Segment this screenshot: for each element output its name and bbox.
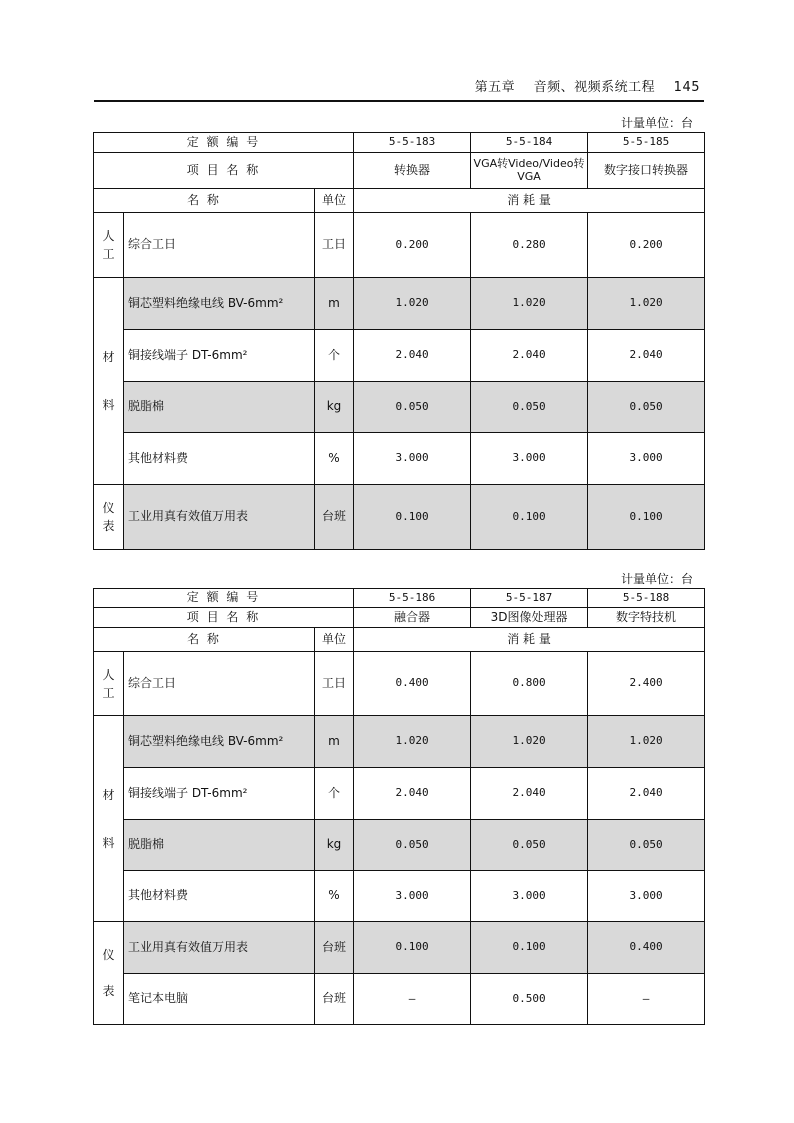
resource-name: 脱脂棉 <box>124 820 315 871</box>
value-cell: 0.050 <box>588 820 705 871</box>
value-cell: 0.100 <box>471 485 588 550</box>
resource-name: 工业用真有效值万用表 <box>124 922 315 974</box>
quota-label: 定 额 编 号 <box>94 133 354 153</box>
value-cell: 3.000 <box>354 433 471 485</box>
resource-unit: 台班 <box>315 485 354 550</box>
category-label: 材 料 <box>94 278 124 485</box>
value-cell: 0.100 <box>354 922 471 974</box>
resource-unit: 个 <box>315 768 354 820</box>
item-name: 3D图像处理器 <box>471 608 588 628</box>
value-cell: 2.400 <box>588 652 705 716</box>
value-cell: 1.020 <box>588 278 705 330</box>
name-label: 名 称 <box>94 628 315 652</box>
category-label: 仪 表 <box>94 922 124 1025</box>
value-cell: 2.040 <box>471 330 588 382</box>
resource-name: 其他材料费 <box>124 871 315 922</box>
value-cell: 1.020 <box>354 716 471 768</box>
page-number: 145 <box>673 80 700 95</box>
resource-unit: 台班 <box>315 974 354 1025</box>
quota-code: 5-5-186 <box>354 589 471 608</box>
value-cell: 0.050 <box>354 820 471 871</box>
value-cell: 1.020 <box>354 278 471 330</box>
consume-label: 消 耗 量 <box>354 628 705 652</box>
value-cell: 3.000 <box>471 433 588 485</box>
resource-unit: 台班 <box>315 922 354 974</box>
category-label: 人 工 <box>94 652 124 716</box>
item-name: 数字接口转换器 <box>588 153 705 189</box>
item-label: 项 目 名 称 <box>94 608 354 628</box>
value-cell: 2.040 <box>354 768 471 820</box>
value-cell: 2.040 <box>588 768 705 820</box>
value-cell: 0.100 <box>471 922 588 974</box>
value-cell: 0.500 <box>471 974 588 1025</box>
resource-unit: m <box>315 716 354 768</box>
value-cell: 0.200 <box>354 213 471 278</box>
value-cell: 0.100 <box>588 485 705 550</box>
resource-unit: kg <box>315 820 354 871</box>
resource-name: 综合工日 <box>124 652 315 716</box>
resource-unit: 个 <box>315 330 354 382</box>
value-cell: 0.800 <box>471 652 588 716</box>
item-name: 转换器 <box>354 153 471 189</box>
chapter-label: 第五章 <box>474 80 516 95</box>
value-cell: 3.000 <box>471 871 588 922</box>
quota-code: 5-5-187 <box>471 589 588 608</box>
value-cell: — <box>588 974 705 1025</box>
resource-name: 脱脂棉 <box>124 382 315 433</box>
value-cell: 1.020 <box>471 716 588 768</box>
value-cell: 0.050 <box>588 382 705 433</box>
consume-label: 消 耗 量 <box>354 189 705 213</box>
value-cell: 0.050 <box>471 820 588 871</box>
value-cell: 0.050 <box>354 382 471 433</box>
resource-name: 铜芯塑料绝缘电线 BV-6mm² <box>124 278 315 330</box>
value-cell: 0.280 <box>471 213 588 278</box>
value-cell: 0.200 <box>588 213 705 278</box>
resource-unit: % <box>315 871 354 922</box>
resource-name: 其他材料费 <box>124 433 315 485</box>
value-cell: 3.000 <box>588 433 705 485</box>
item-name: 数字特技机 <box>588 608 705 628</box>
unit-col-label: 单位 <box>315 628 354 652</box>
header-text <box>475 76 700 95</box>
value-cell: — <box>354 974 471 1025</box>
name-label: 名 称 <box>94 189 315 213</box>
quota-code: 5-5-183 <box>354 133 471 153</box>
value-cell: 2.040 <box>471 768 588 820</box>
page-header <box>94 72 704 102</box>
value-cell: 0.100 <box>354 485 471 550</box>
value-cell: 2.040 <box>354 330 471 382</box>
resource-unit: 工日 <box>315 652 354 716</box>
category-label: 材 料 <box>94 716 124 922</box>
resource-name: 综合工日 <box>124 213 315 278</box>
resource-unit: m <box>315 278 354 330</box>
resource-unit: 工日 <box>315 213 354 278</box>
value-cell: 3.000 <box>354 871 471 922</box>
quota-code: 5-5-188 <box>588 589 705 608</box>
resource-unit: kg <box>315 382 354 433</box>
quota-label: 定 额 编 号 <box>94 589 354 608</box>
resource-unit: % <box>315 433 354 485</box>
item-name: VGA转Video/Video转VGA <box>471 153 588 189</box>
resource-name: 铜接线端子 DT-6mm² <box>124 768 315 820</box>
unit-note-1: 计量单位：台 <box>620 116 693 130</box>
value-cell: 0.050 <box>471 382 588 433</box>
chapter-title: 音频、视频系统工程 <box>533 80 656 95</box>
item-name: 融合器 <box>354 608 471 628</box>
value-cell: 3.000 <box>588 871 705 922</box>
resource-name: 铜接线端子 DT-6mm² <box>124 330 315 382</box>
quota-table-1 <box>93 132 705 550</box>
unit-note-2: 计量单位：台 <box>620 572 693 586</box>
unit-col-label: 单位 <box>315 189 354 213</box>
category-label: 人 工 <box>94 213 124 278</box>
quota-code: 5-5-184 <box>471 133 588 153</box>
resource-name: 工业用真有效值万用表 <box>124 485 315 550</box>
resource-name: 铜芯塑料绝缘电线 BV-6mm² <box>124 716 315 768</box>
value-cell: 0.400 <box>588 922 705 974</box>
quota-code: 5-5-185 <box>588 133 705 153</box>
item-label: 项 目 名 称 <box>94 153 354 189</box>
value-cell: 2.040 <box>588 330 705 382</box>
category-label: 仪 表 <box>94 485 124 550</box>
resource-name: 笔记本电脑 <box>124 974 315 1025</box>
value-cell: 1.020 <box>588 716 705 768</box>
quota-table-2 <box>93 588 705 1025</box>
value-cell: 0.400 <box>354 652 471 716</box>
value-cell: 1.020 <box>471 278 588 330</box>
